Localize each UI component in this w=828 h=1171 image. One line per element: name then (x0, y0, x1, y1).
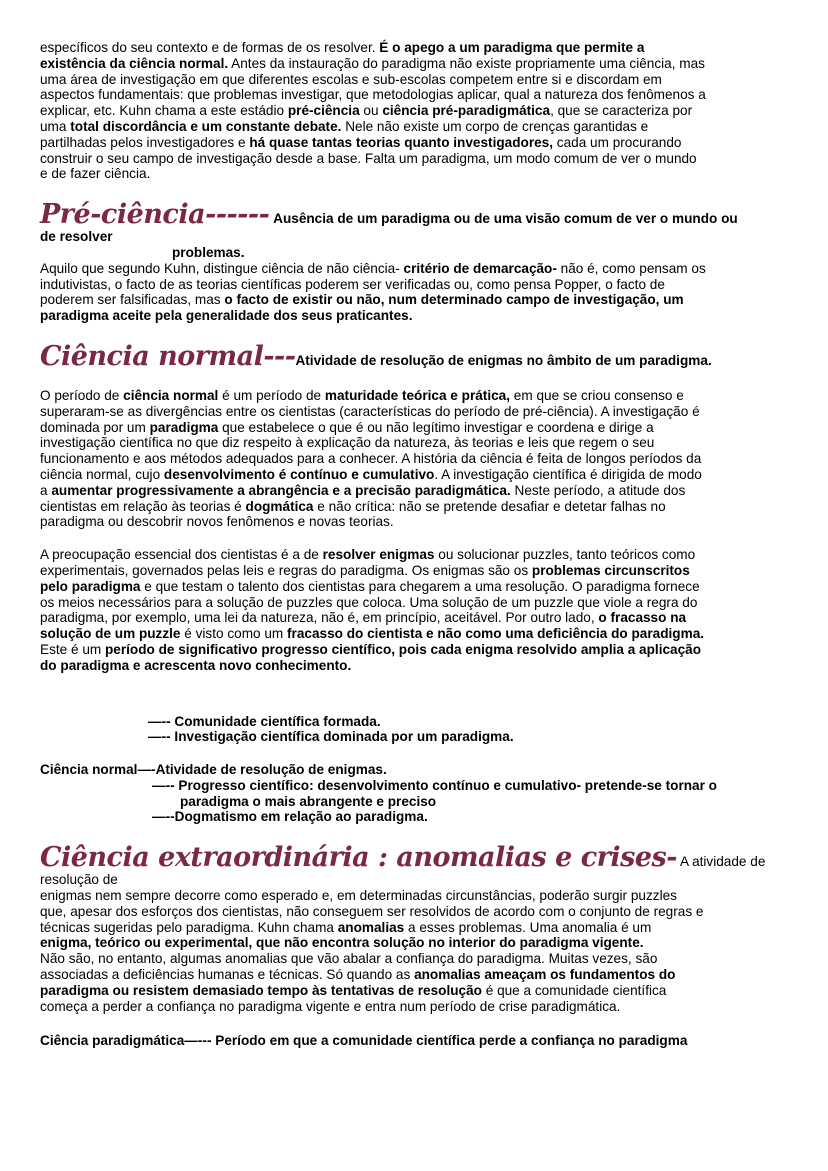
bold-text: É o apego a um paradigma que permite a (379, 40, 645, 55)
preciencia-description-end: problemas. (172, 244, 245, 260)
text-run: e não crítica: não se pretende desafiar e detetar falhas no (313, 498, 666, 514)
text-run: é um período de (218, 387, 325, 403)
bold-text: paradigma (149, 419, 219, 435)
bold-text: período de significativo progresso científico, pois cada enigma resolvido amplia a aplicação (104, 641, 702, 657)
text-run: que, apesar dos esforços dos cientistas, não conseguem ser resolvidos de acordo com o conjunto de regras e (40, 903, 704, 919)
text-run: Nele não existe um corpo de crenças garantidas e (341, 118, 649, 134)
text-run: ciência normal, cujo (40, 466, 164, 482)
text-run: e que testam o talento dos cientistas para chegarem a uma resolução. O paradigma fornece (140, 578, 700, 594)
text-run: Não são, no entanto, algumas anomalias que vão abalar a confiança do paradigma. Muitas vezes, são (40, 951, 658, 967)
bold-text: total discordância e um constante debate. (70, 118, 342, 134)
preciencia-heading: Pré-ciência------ (40, 199, 270, 231)
text-run: começa a perder a confiança no paradigma vigente e entra num período de crise paradigmática. (40, 998, 621, 1014)
text-run: poderem ser falsificadas, mas (40, 292, 225, 308)
bold-text: solução de um puzzle (40, 626, 181, 642)
bold-text: o facto de existir ou não, num determinado campo de investigação, um (224, 292, 684, 308)
paradigmatica-line: Ciência paradigmática—--- Período em que a comunidade científica perde a confiança no paradigma (40, 1033, 688, 1049)
bold-text: ciência pré-paradigmática (382, 103, 551, 119)
text-line (40, 435, 792, 451)
bold-text: pré-ciência (287, 103, 360, 119)
text-line (40, 547, 792, 563)
text-line (40, 467, 792, 483)
text-line (40, 626, 792, 642)
preciencia-description: Ausência de um paradigma ou de uma visão comum de ver o mundo ou (273, 211, 738, 227)
text-line (40, 404, 792, 420)
preciencia-paragraph (40, 261, 792, 324)
text-run: é que a comunidade científica (481, 982, 667, 998)
text-line (40, 935, 792, 951)
bold-text: existência da ciência normal. (40, 55, 229, 71)
text-run: Neste período, a atitude dos (510, 482, 686, 498)
text-run: uma área de investigação em que diferentes escolas e sub-escolas competem entre si e discordam em (40, 71, 662, 87)
text-run: não é, como pensam os (556, 260, 706, 276)
extra-heading: Ciência extraordinária : anomalias e crises- (40, 842, 677, 874)
bold-text: do paradigma e acrescenta novo conhecimento. (40, 657, 352, 673)
normal-description: Atividade de resolução de enigmas no âmbito de um paradigma. (295, 352, 712, 368)
bold-text: paradigma ou resistem demasiado tempo às tentativas de resolução (40, 982, 482, 998)
text-line (40, 499, 792, 515)
text-run: investigação científica no que diz respeito à explicação da natureza, às teorias e leis que regem o seu (40, 435, 655, 451)
bold-text: resolver enigmas (322, 547, 435, 563)
text-line (40, 56, 792, 72)
text-line (40, 920, 792, 936)
text-run: , que se caracteriza por (550, 103, 693, 119)
text-run: aspectos fundamentais: que problemas investigar, que metodologias aplicar, qual a natureza dos fenômenos a (40, 87, 706, 103)
extra-heading-line (40, 844, 792, 888)
bold-text: desenvolvimento é contínuo e cumulativo (163, 466, 435, 482)
summary-list (40, 714, 792, 826)
text-run: . A investigação científica é dirigida de modo (434, 466, 702, 482)
bold-text: problemas circunscritos (531, 562, 690, 578)
bold-text: aumentar progressivamente a abrangência e a precisão paradigmática. (51, 482, 511, 498)
text-run: associadas a deficiências humanas e técnicas. Só quando as (40, 967, 415, 983)
intro-paragraph (40, 40, 792, 182)
text-line (40, 277, 792, 293)
bold-text: paradigma aceite pela generalidade dos seus praticantes. (40, 308, 413, 324)
text-line (40, 658, 792, 674)
text-line (40, 166, 792, 182)
text-run: construir o seu campo de investigação desde a base. Falta um paradigma, um modo comum de ver o mundo (40, 150, 697, 166)
text-run: específicos do seu contexto e de formas de os resolver. (40, 40, 380, 55)
text-run: paradigma ou descobrir novos fenômenos e novas teorias. (40, 514, 394, 530)
text-line (40, 103, 792, 119)
text-run: Antes da instauração do paradigma não existe propriamente uma ciência, mas (228, 55, 705, 71)
bold-text: maturidade teórica e prática, (324, 387, 511, 403)
text-run: em que se criou consenso e (510, 387, 684, 403)
extra-first-text: A atividade de resolução de (40, 854, 766, 888)
text-run: partilhadas pelos investigadores e (40, 134, 250, 150)
summary-item: —-- Investigação científica dominada por um paradigma. (148, 729, 514, 745)
text-run: uma (40, 118, 71, 134)
preciencia-description-cont: de resolver (40, 229, 113, 245)
text-line (40, 579, 792, 595)
text-line (40, 151, 792, 167)
extra-paragraph (40, 888, 792, 1014)
bold-text: critério de demarcação- (403, 260, 557, 276)
bold-text: há quase tantas teorias quanto investigadores, (249, 134, 554, 150)
text-run: cada um procurando (553, 134, 682, 150)
summary-item: —-- Progresso científico: desenvolvimento contínuo e cumulativo- pretende-se tornar o (152, 777, 717, 793)
text-line (40, 135, 792, 151)
normal-paragraph-2 (40, 547, 792, 673)
bold-text: anomalias ameaçam os fundamentos do (414, 967, 676, 983)
summary-item: —-- Comunidade científica formada. (148, 713, 381, 729)
bold-text: anomalias (337, 919, 405, 935)
text-line (40, 420, 792, 436)
bold-text: ciência normal (123, 387, 219, 403)
text-line (40, 983, 792, 999)
text-line (40, 563, 792, 579)
text-run: O período de (40, 387, 124, 403)
text-line (40, 888, 792, 904)
text-run: que estabelece o que é ou não legítimo investigar e coordena e dirige a (218, 419, 654, 435)
text-run: a esses problemas. Uma anomalia é um (404, 919, 652, 935)
text-line (40, 514, 792, 530)
text-run: os meios necessários para a solução de puzzles que coloca. Uma solução de um puzzle que viole a regra do (40, 594, 698, 610)
text-run: e de fazer ciência. (40, 166, 151, 182)
text-line (40, 119, 792, 135)
text-line (40, 40, 792, 56)
text-line (40, 308, 792, 324)
text-line (40, 292, 792, 308)
preciencia-heading-line (40, 201, 792, 229)
bold-text: pelo paradigma (40, 578, 141, 594)
text-line (40, 451, 792, 467)
summary-item-cont: paradigma o mais abrangente e preciso (180, 793, 437, 809)
text-run: cientistas em relação às teorias é (40, 498, 246, 514)
text-run: experimentais, governados pelas leis e regras do paradigma. Os enigmas são os (40, 562, 532, 578)
text-run: A preocupação essencial dos cientistas é a de (40, 547, 323, 563)
text-line (40, 967, 792, 983)
text-run: técnicas sugeridas pelo paradigma. Kuhn chama (40, 919, 338, 935)
text-line (40, 595, 792, 611)
bold-text: o fracasso na (598, 610, 687, 626)
text-run: superaram-se as divergências entre os cientistas (características do período de pré-ciência). A investigação é (40, 403, 700, 419)
text-run: ou (359, 103, 383, 119)
summary-item: —--Dogmatismo em relação ao paradigma. (152, 809, 428, 825)
text-run: é visto como um (180, 626, 288, 642)
text-run: ou solucionar puzzles, tanto teóricos como (434, 547, 696, 563)
bold-text: dogmática (245, 498, 314, 514)
document-page (40, 40, 792, 1049)
normal-heading: Ciência normal--- (40, 340, 296, 372)
text-run: Este é um (40, 641, 105, 657)
normal-paragraph-1 (40, 388, 792, 530)
text-line (40, 951, 792, 967)
text-line (40, 610, 792, 626)
text-run: a (40, 482, 52, 498)
bold-text: fracasso do cientista e não como uma deficiência do paradigma. (287, 626, 705, 642)
bold-text: enigma, teórico ou experimental, que não encontra solução no interior do paradigma vigente. (40, 935, 644, 951)
text-run: Aquilo que segundo Kuhn, distingue ciência de não ciência- (40, 260, 404, 276)
normal-heading-line (40, 340, 792, 372)
text-line (40, 999, 792, 1015)
text-line (40, 87, 792, 103)
text-line (40, 483, 792, 499)
text-run: enigmas nem sempre decorre como esperado e, em determinadas circunstâncias, poderão surgir puzzles (40, 888, 677, 904)
text-line (40, 72, 792, 88)
text-run: funcionamento e aos métodos adequados para a conhecer. A história da ciência é feita de longos períodos da (40, 451, 702, 467)
text-line (40, 904, 792, 920)
text-line (40, 388, 792, 404)
text-line (40, 261, 792, 277)
text-line (40, 642, 792, 658)
text-run: paradigma, por exemplo, uma lei da natureza, não é, em princípio, aceitável. Por outro lado, (40, 610, 599, 626)
text-run: indutivistas, o facto de as teorias científicas poderem ser verificadas ou, como pensa Popper, o facto de (40, 276, 665, 292)
text-run: dominada por um (40, 419, 150, 435)
text-run: explicar, etc. Kuhn chama a este estádio (40, 103, 288, 119)
summary-label: Ciência normal—-Atividade de resolução de enigmas. (40, 762, 387, 778)
